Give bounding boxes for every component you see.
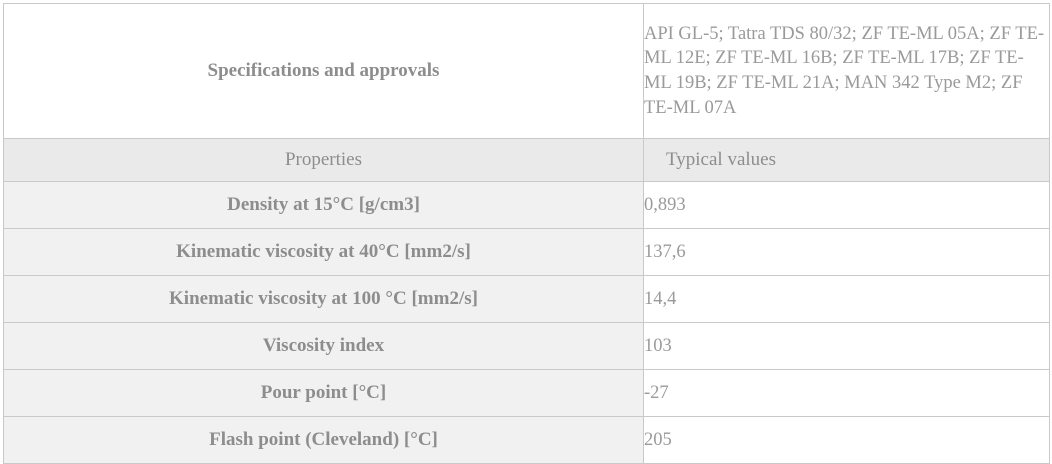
approvals-label: Specifications and approvals: [4, 4, 644, 139]
property-label: Pour point [°C]: [4, 370, 644, 417]
property-label: Kinematic viscosity at 40°C [mm2/s]: [4, 229, 644, 276]
table-header-row: [4, 139, 1050, 182]
property-value: -27: [644, 370, 1050, 417]
table-row: [4, 417, 1050, 464]
specifications-table: [3, 3, 1050, 464]
table-row: [4, 276, 1050, 323]
table-row: [4, 182, 1050, 229]
property-label: Flash point (Cleveland) [°C]: [4, 417, 644, 464]
property-value: 14,4: [644, 276, 1050, 323]
property-label: Viscosity index: [4, 323, 644, 370]
approvals-row: [4, 4, 1050, 139]
property-label: Density at 15°C [g/cm3]: [4, 182, 644, 229]
header-properties: Properties: [4, 139, 644, 182]
property-value: 137,6: [644, 229, 1050, 276]
property-label: Kinematic viscosity at 100 °C [mm2/s]: [4, 276, 644, 323]
table-row: [4, 370, 1050, 417]
approvals-value: API GL-5; Tatra TDS 80/32; ZF TE-ML 05A; ZF TE-ML 12E; ZF TE-ML 16B; ZF TE-ML 17B; ZF TE-ML 19B; ZF TE-ML 21A; MAN 342 Type M2; ZF TE-ML 07A: [644, 4, 1050, 139]
property-value: 0,893: [644, 182, 1050, 229]
header-typical-values: Typical values: [644, 139, 1050, 182]
table-row: [4, 229, 1050, 276]
table-row: [4, 323, 1050, 370]
property-value: 205: [644, 417, 1050, 464]
property-value: 103: [644, 323, 1050, 370]
